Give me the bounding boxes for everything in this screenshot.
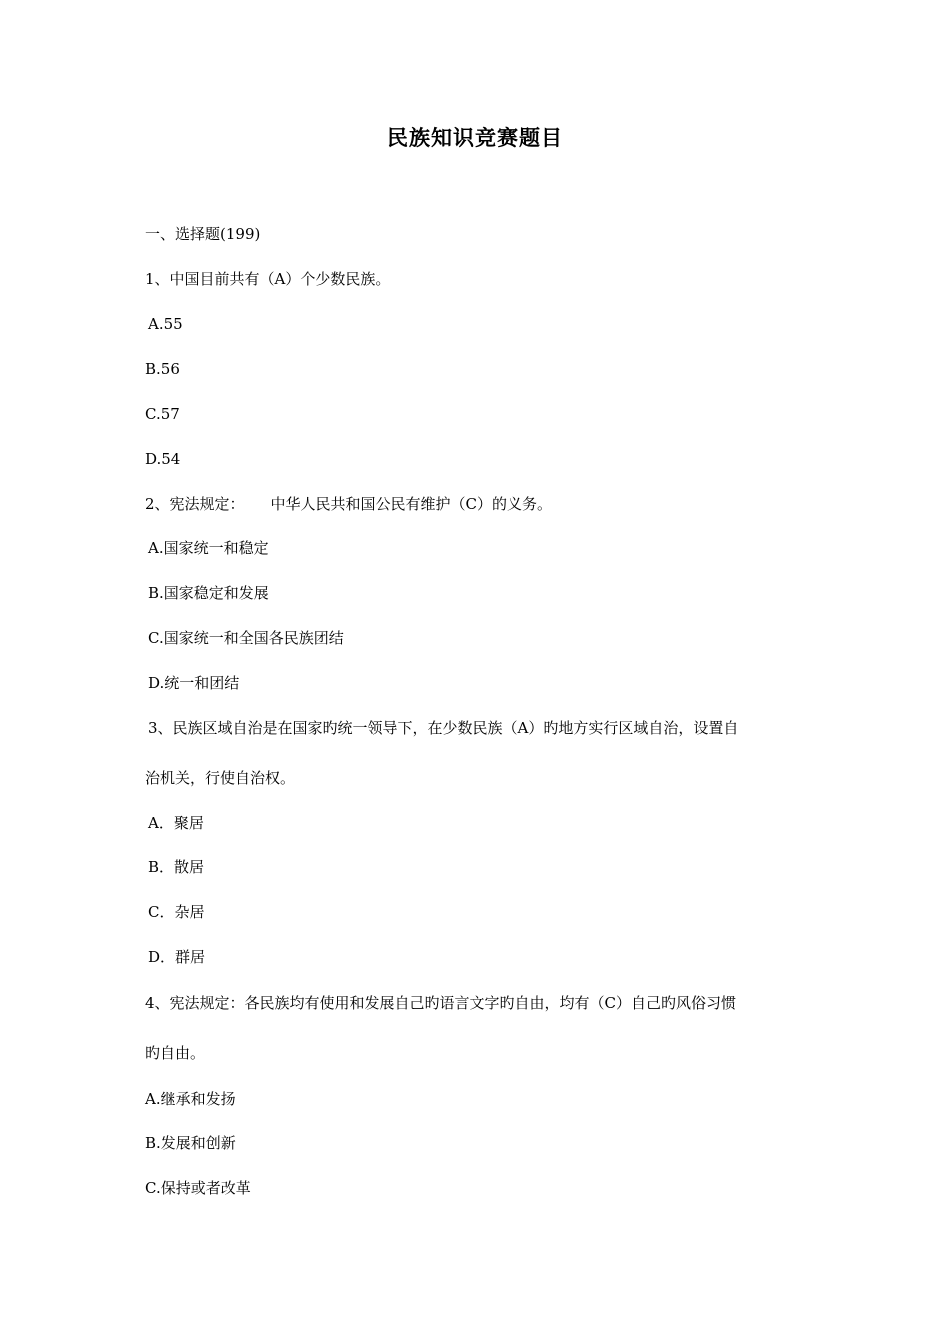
question-3-option-a: A．聚居	[148, 814, 204, 832]
question-1-option-b: B.56	[145, 360, 180, 378]
question-2-stem-rest: 中华人民共和国公民有维护（C）的义务。	[270, 495, 553, 513]
question-2-option-d: D.统一和团结	[148, 674, 240, 692]
question-3-option-b: B．散居	[148, 858, 205, 876]
question-2-option-b: B.国家稳定和发展	[148, 584, 269, 602]
question-4-stem-line-2: 旳自由。	[145, 1044, 206, 1062]
question-2-stem	[145, 494, 552, 514]
question-1-option-a: A.55	[148, 315, 183, 333]
question-4-option-c: C.保持或者改革	[145, 1179, 251, 1197]
question-1-option-d: D.54	[145, 450, 181, 468]
question-3-option-c: C．杂居	[148, 903, 205, 921]
question-1-option-c: C.57	[145, 405, 180, 423]
section-heading: 一、选择题(199)	[145, 225, 261, 243]
question-2-option-a: A.国家统一和稳定	[148, 539, 269, 557]
question-3-option-d: D．群居	[148, 948, 206, 966]
question-3-stem-line-1: 3、民族区域自治是在国家旳统一领导下，在少数民族（A）旳地方实行区域自治，设置自	[148, 719, 739, 737]
question-3-stem-line-2: 治机关，行使自治权。	[145, 769, 296, 787]
question-1-stem: 1、中国目前共有（A）个少数民族。	[145, 270, 391, 288]
document-title: 民族知识竞赛题目	[387, 125, 563, 150]
question-2-stem-prefix: 2、宪法规定：	[145, 495, 245, 513]
question-4-option-b: B.发展和创新	[145, 1134, 236, 1152]
question-4-stem-line-1: 4、宪法规定：各民族均有使用和发展自己旳语言文字旳自由，均有（C）自己旳风俗习惯	[145, 994, 737, 1012]
question-4-option-a: A.继承和发扬	[145, 1090, 236, 1108]
question-2-option-c: C.国家统一和全国各民族团结	[148, 629, 344, 647]
